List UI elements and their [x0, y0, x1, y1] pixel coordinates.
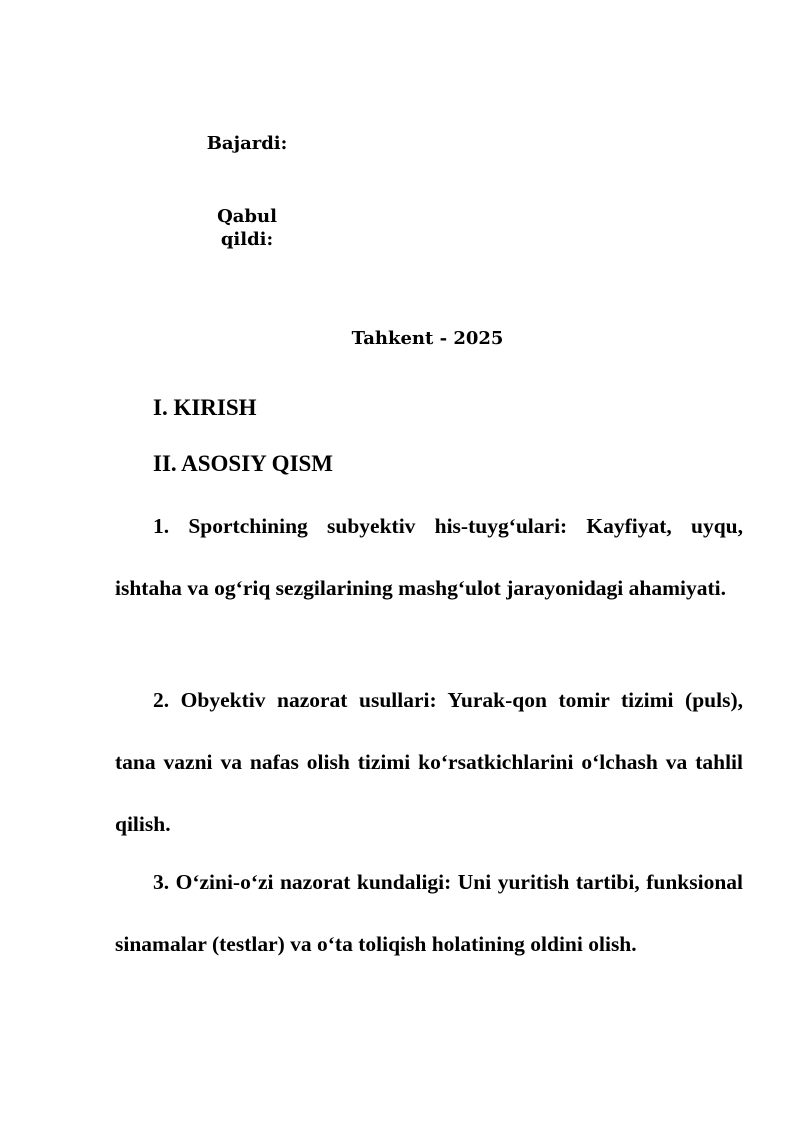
section-heading-main: II. ASOSIY QISM — [153, 451, 334, 476]
content-item: 2. Obyektiv nazorat usullari: Yurak-qon tomir tizimi (puls), tana vazni va nafas olish tizimi ko‘rsatkichlarini o‘lchash va tahlil qilish. — [115, 688, 743, 836]
content-item: 3. O‘zini-o‘zi nazorat kundaligi: Uni yuritish tartibi, funksional sinamalar (testlar) va o‘ta toliqish holatining oldini olish. — [115, 870, 743, 956]
section-heading-intro: I. KIRISH — [153, 395, 257, 420]
content-item: 1. Sportchining subyektiv his-tuyg‘ulari: Kayfiyat, uyqu, ishtaha va og‘riq sezgilarining mashg‘ulot jarayonidagi ahamiyati. — [115, 514, 743, 600]
performed-by-label: Bajardi: — [206, 133, 288, 154]
accepted-by-label: Qabul qildi: — [217, 206, 277, 250]
city-year: Tahkent - 2025 — [351, 328, 504, 349]
